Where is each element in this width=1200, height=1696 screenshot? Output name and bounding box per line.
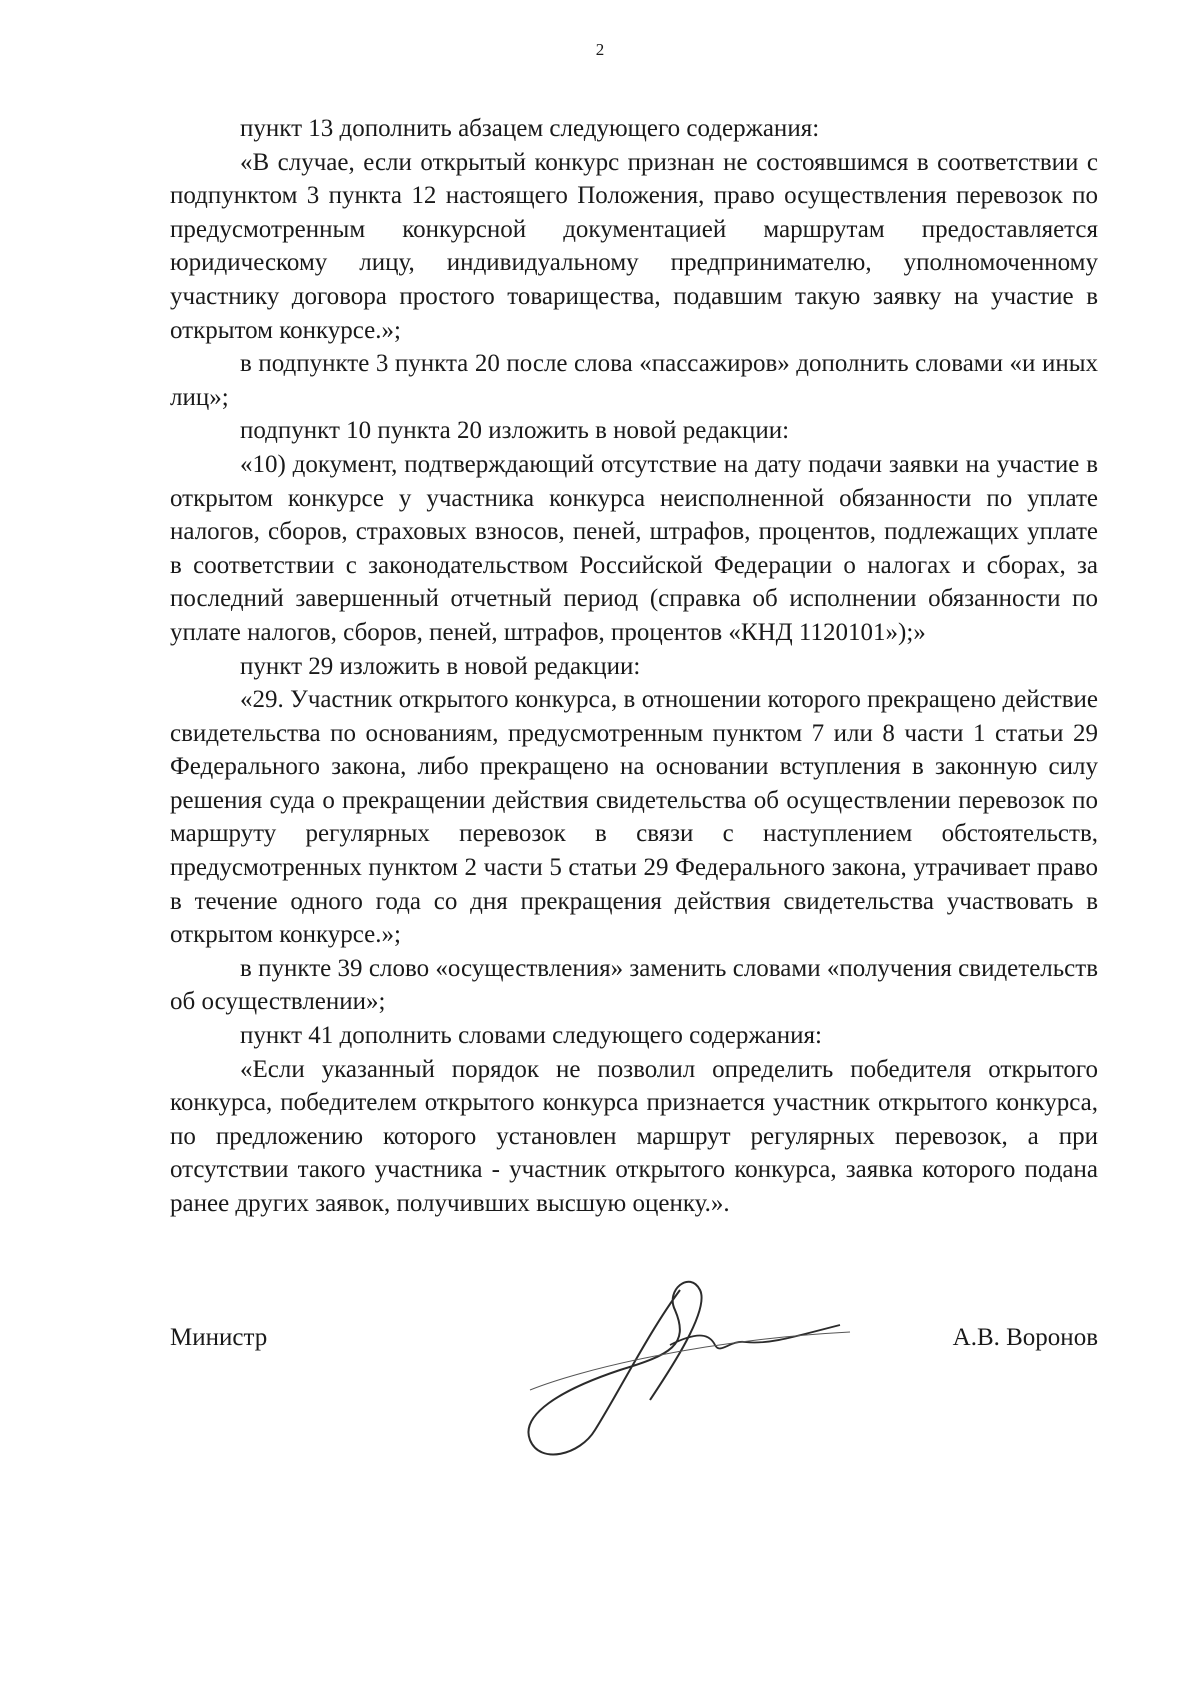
paragraph: пункт 29 изложить в новой редакции: <box>240 652 641 680</box>
paragraph: «Если указанный порядок не позволил определить победителя открытого конкурса, победителем открытого конкурса признается участник открытого конкурса, по предложению которого установлен маршрут регулярных перевозок, а при отсутствии такого участника - участник открытого конкурса, заявка которого подана ранее других заявок, получивших высшую оценку.». <box>170 1055 1098 1217</box>
paragraph: «29. Участник открытого конкурса, в отношении которого прекращено действие свидетельства по основаниям, предусмотренным пунктом 7 или 8 части 1 статьи 29 Федерального закона, либо прекращено на основании вступления в законную силу решения суда о прекращении действия свидетельства об осуществлении перевозок по маршруту регулярных перевозок в связи с наступлением обстоятельств, предусмотренных пунктом 2 части 5 статьи 29 Федерального закона, утрачивает право в течение одного года со дня прекращения действия свидетельства участвовать в открытом конкурсе.»; <box>170 686 1098 949</box>
paragraph: в пункте 39 слово «осуществления» заменить словами «получения свидетельств об осуществлении»; <box>170 954 1098 1016</box>
paragraph: «В случае, если открытый конкурс признан не состоявшимся в соответствии с подпунктом 3 пункта 12 настоящего Положения, право осуществления перевозок по предусмотренным конкурсной документацией маршрутам предоставляется юридическому лицу, индивидуальному предпринимателю, уполномоченному участнику договора простого товарищества, подавшим такую заявку на участие в открытом конкурсе.»; <box>170 148 1098 344</box>
paragraph: подпункт 10 пункта 20 изложить в новой редакции: <box>240 417 790 445</box>
paragraph: «10) документ, подтверждающий отсутствие на дату подачи заявки на участие в открытом конкурсе у участника конкурса неисполненной обязанности по уплате налогов, сборов, страховых взносов, пеней, штрафов, процентов, подлежащих уплате в соответствии с законодательством Российской Федерации о налогах и сборах, за последний завершенный отчетный период (справка об исполнении обязанности по уплате налогов, сборов, пеней, штрафов, процентов «КНД 1120101»);» <box>170 450 1098 646</box>
paragraph: в подпункте 3 пункта 20 после слова «пассажиров» дополнить словами «и иных лиц»; <box>170 350 1098 411</box>
document-body <box>170 112 1098 1221</box>
page-number: 2 <box>595 40 605 59</box>
signature-block <box>170 1310 1098 1500</box>
paragraph: пункт 13 дополнить абзацем следующего содержания: <box>240 115 820 142</box>
paragraph: пункт 41 дополнить словами следующего содержания: <box>240 1022 822 1050</box>
handwritten-signature <box>500 1250 860 1480</box>
signer-title: Министр <box>170 1324 268 1351</box>
signer-name: А.В. Воронов <box>952 1324 1098 1351</box>
